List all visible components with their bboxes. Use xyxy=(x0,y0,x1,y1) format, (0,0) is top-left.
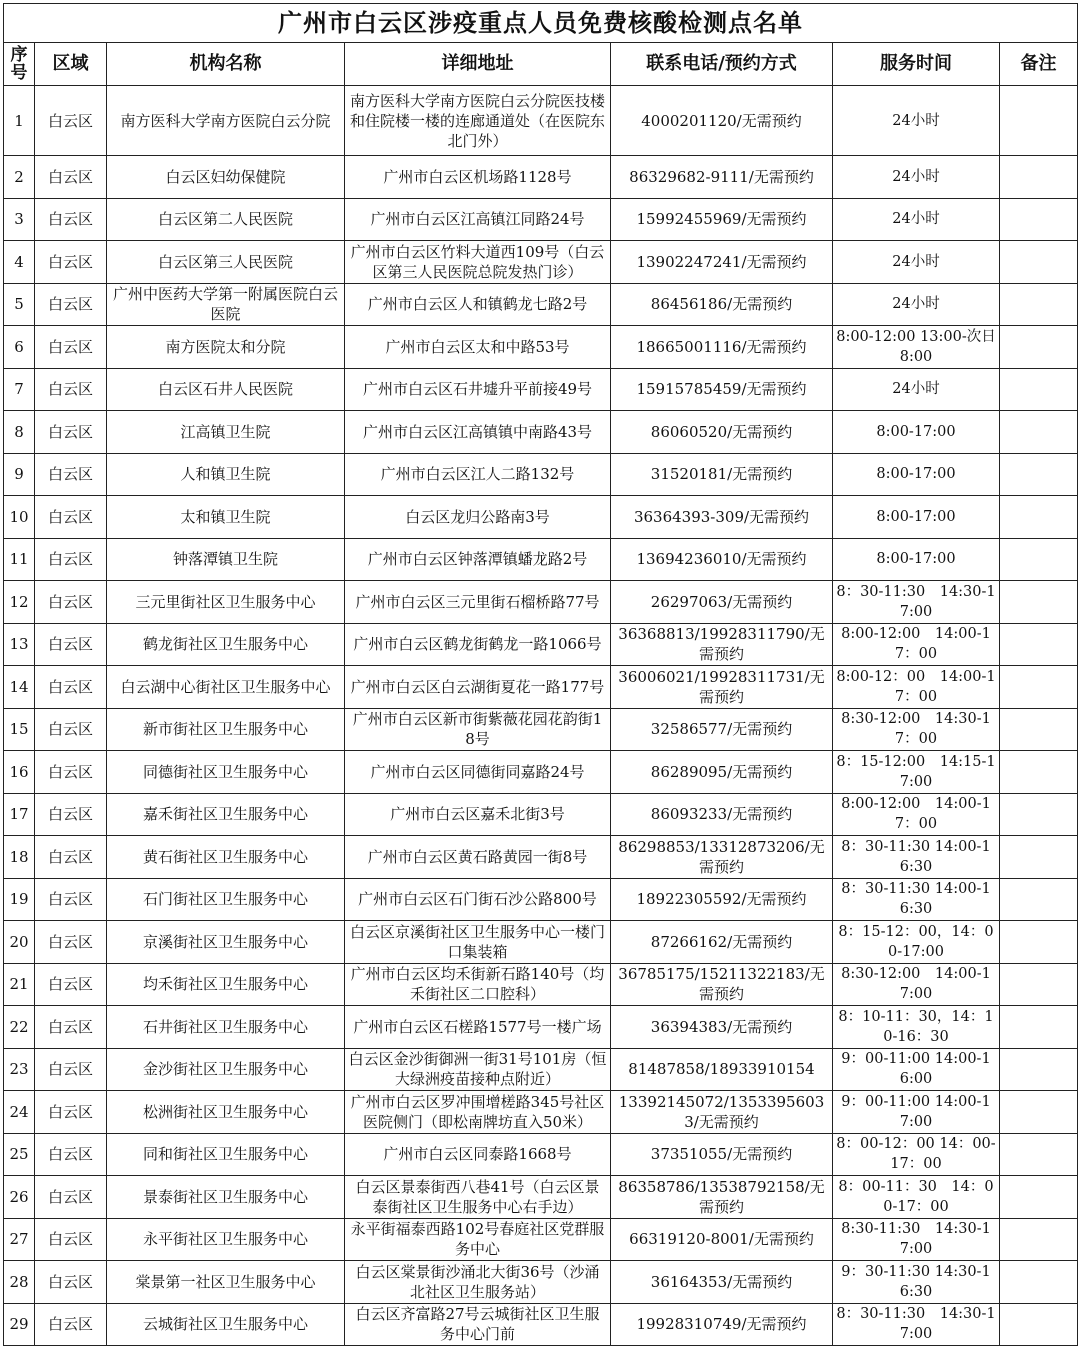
cell-address: 广州市白云区鹤龙街鹤龙一路1066号 xyxy=(345,623,611,666)
cell-name: 南方医科大学南方医院白云分院 xyxy=(107,86,345,156)
cell-contact: 36394383/无需预约 xyxy=(611,1006,833,1049)
table-row xyxy=(4,1261,1078,1304)
table-row xyxy=(4,1218,1078,1261)
cell-hours: 8：30-11:30 14:00-16:30 xyxy=(833,836,1000,879)
table-row xyxy=(4,921,1078,964)
cell-name: 白云区石井人民医院 xyxy=(107,368,345,411)
cell-address: 广州市白云区江高镇江同路24号 xyxy=(345,198,611,241)
table-body xyxy=(4,86,1078,1346)
cell-seq: 24 xyxy=(4,1091,35,1134)
cell-district: 白云区 xyxy=(35,1218,107,1261)
cell-address: 广州市白云区同德街同嘉路24号 xyxy=(345,751,611,794)
cell-address: 广州市白云区石门街石沙公路800号 xyxy=(345,878,611,921)
cell-seq: 8 xyxy=(4,411,35,454)
header-district: 区域 xyxy=(35,43,107,86)
table-row xyxy=(4,793,1078,836)
header-hours: 服务时间 xyxy=(833,43,1000,86)
table-row xyxy=(4,1176,1078,1219)
cell-name: 广州中医药大学第一附属医院白云医院 xyxy=(107,283,345,326)
table-row xyxy=(4,198,1078,241)
cell-name: 云城街社区卫生服务中心 xyxy=(107,1303,345,1346)
cell-address: 白云区龙归公路南3号 xyxy=(345,496,611,539)
cell-contact: 86358786/13538792158/无需预约 xyxy=(611,1176,833,1219)
table-row xyxy=(4,538,1078,581)
cell-contact: 86060520/无需预约 xyxy=(611,411,833,454)
cell-hours: 24小时 xyxy=(833,283,1000,326)
cell-contact: 86298853/13312873206/无需预约 xyxy=(611,836,833,879)
cell-hours: 8:00-12:00 14:00-17：00 xyxy=(833,623,1000,666)
table-row xyxy=(4,623,1078,666)
cell-address: 广州市白云区人和镇鹤龙七路2号 xyxy=(345,283,611,326)
cell-district: 白云区 xyxy=(35,453,107,496)
table-row xyxy=(4,751,1078,794)
cell-name: 新市街社区卫生服务中心 xyxy=(107,708,345,751)
cell-hours: 8:00-12:00 13:00-次日8:00 xyxy=(833,326,1000,369)
cell-district: 白云区 xyxy=(35,581,107,624)
cell-contact: 15915785459/无需预约 xyxy=(611,368,833,411)
cell-seq: 19 xyxy=(4,878,35,921)
cell-contact: 66319120-8001/无需预约 xyxy=(611,1218,833,1261)
cell-address: 白云区齐富路27号云城街社区卫生服务中心门前 xyxy=(345,1303,611,1346)
cell-contact: 36368813/19928311790/无需预约 xyxy=(611,623,833,666)
cell-address: 白云区棠景街沙涌北大街36号（沙涌北社区卫生服务站） xyxy=(345,1261,611,1304)
table-row xyxy=(4,156,1078,199)
cell-seq: 12 xyxy=(4,581,35,624)
table-row xyxy=(4,411,1078,454)
table-row xyxy=(4,1006,1078,1049)
cell-remark xyxy=(1000,86,1078,156)
cell-seq: 1 xyxy=(4,86,35,156)
cell-hours: 8:00-17:00 xyxy=(833,453,1000,496)
cell-contact: 31520181/无需预约 xyxy=(611,453,833,496)
cell-contact: 13392145072/13533956033/无需预约 xyxy=(611,1091,833,1134)
cell-contact: 86456186/无需预约 xyxy=(611,283,833,326)
cell-name: 石井街社区卫生服务中心 xyxy=(107,1006,345,1049)
table-row xyxy=(4,241,1078,284)
cell-seq: 4 xyxy=(4,241,35,284)
cell-contact: 13902247241/无需预约 xyxy=(611,241,833,284)
cell-seq: 18 xyxy=(4,836,35,879)
cell-seq: 2 xyxy=(4,156,35,199)
cell-name: 棠景第一社区卫生服务中心 xyxy=(107,1261,345,1304)
cell-name: 江高镇卫生院 xyxy=(107,411,345,454)
cell-address: 南方医科大学南方医院白云分院医技楼和住院楼一楼的连廊通道处（在医院东北门外） xyxy=(345,86,611,156)
table-row xyxy=(4,878,1078,921)
table-row xyxy=(4,368,1078,411)
cell-contact: 26297063/无需预约 xyxy=(611,581,833,624)
cell-seq: 5 xyxy=(4,283,35,326)
cell-remark xyxy=(1000,1006,1078,1049)
cell-remark xyxy=(1000,283,1078,326)
cell-hours: 8:30-11:30 14:30-17:00 xyxy=(833,1218,1000,1261)
cell-name: 松洲街社区卫生服务中心 xyxy=(107,1091,345,1134)
cell-contact: 36164353/无需预约 xyxy=(611,1261,833,1304)
table-row xyxy=(4,1133,1078,1176)
cell-hours: 8:00-12：00 14:00-17：00 xyxy=(833,666,1000,709)
cell-hours: 8：10-11：30，14：10-16：30 xyxy=(833,1006,1000,1049)
cell-hours: 8：00-11：30 14：00-17：00 xyxy=(833,1176,1000,1219)
cell-district: 白云区 xyxy=(35,1176,107,1219)
cell-hours: 24小时 xyxy=(833,241,1000,284)
cell-hours: 9：00-11:00 14:00-17:00 xyxy=(833,1091,1000,1134)
cell-seq: 28 xyxy=(4,1261,35,1304)
cell-district: 白云区 xyxy=(35,538,107,581)
cell-seq: 14 xyxy=(4,666,35,709)
cell-name: 白云区第三人民医院 xyxy=(107,241,345,284)
cell-address: 广州市白云区均禾街新石路140号（均禾街社区二口腔科） xyxy=(345,963,611,1006)
cell-remark xyxy=(1000,156,1078,199)
cell-district: 白云区 xyxy=(35,411,107,454)
cell-address: 广州市白云区江高镇镇中南路43号 xyxy=(345,411,611,454)
cell-district: 白云区 xyxy=(35,793,107,836)
cell-seq: 25 xyxy=(4,1133,35,1176)
cell-address: 广州市白云区钟落潭镇蟠龙路2号 xyxy=(345,538,611,581)
table-row xyxy=(4,708,1078,751)
cell-remark xyxy=(1000,878,1078,921)
cell-seq: 27 xyxy=(4,1218,35,1261)
cell-remark xyxy=(1000,963,1078,1006)
cell-name: 均禾街社区卫生服务中心 xyxy=(107,963,345,1006)
cell-name: 京溪街社区卫生服务中心 xyxy=(107,921,345,964)
cell-address: 广州市白云区石井墟升平前接49号 xyxy=(345,368,611,411)
cell-contact: 18922305592/无需预约 xyxy=(611,878,833,921)
cell-contact: 37351055/无需预约 xyxy=(611,1133,833,1176)
cell-name: 金沙街社区卫生服务中心 xyxy=(107,1048,345,1091)
cell-address: 广州市白云区白云湖街夏花一路177号 xyxy=(345,666,611,709)
cell-contact: 13694236010/无需预约 xyxy=(611,538,833,581)
cell-remark xyxy=(1000,241,1078,284)
cell-hours: 8:30-12:00 14:30-17：00 xyxy=(833,708,1000,751)
cell-remark xyxy=(1000,538,1078,581)
cell-remark xyxy=(1000,1176,1078,1219)
cell-address: 广州市白云区同泰路1668号 xyxy=(345,1133,611,1176)
cell-address: 白云区金沙街御洲一街31号101房（恒大绿洲疫苗接种点附近） xyxy=(345,1048,611,1091)
cell-address: 广州市白云区太和中路53号 xyxy=(345,326,611,369)
cell-name: 南方医院太和分院 xyxy=(107,326,345,369)
cell-address: 白云区京溪街社区卫生服务中心一楼门口集装箱 xyxy=(345,921,611,964)
cell-remark xyxy=(1000,198,1078,241)
cell-remark xyxy=(1000,623,1078,666)
cell-remark xyxy=(1000,666,1078,709)
cell-remark xyxy=(1000,793,1078,836)
cell-address: 广州市白云区新市街紫薇花园花韵街18号 xyxy=(345,708,611,751)
cell-contact: 86329682-9111/无需预约 xyxy=(611,156,833,199)
cell-remark xyxy=(1000,453,1078,496)
cell-contact: 36785175/15211322183/无需预约 xyxy=(611,963,833,1006)
cell-seq: 9 xyxy=(4,453,35,496)
cell-contact: 87266162/无需预约 xyxy=(611,921,833,964)
cell-district: 白云区 xyxy=(35,198,107,241)
cell-remark xyxy=(1000,411,1078,454)
cell-name: 太和镇卫生院 xyxy=(107,496,345,539)
cell-district: 白云区 xyxy=(35,241,107,284)
table-row xyxy=(4,86,1078,156)
cell-district: 白云区 xyxy=(35,156,107,199)
cell-address: 永平街福泰西路102号春庭社区党群服务中心 xyxy=(345,1218,611,1261)
cell-remark xyxy=(1000,836,1078,879)
cell-hours: 24小时 xyxy=(833,86,1000,156)
page-title: 广州市白云区涉疫重点人员免费核酸检测点名单 xyxy=(4,4,1078,43)
cell-hours: 8：15-12:00 14:15-17:00 xyxy=(833,751,1000,794)
cell-seq: 3 xyxy=(4,198,35,241)
cell-seq: 6 xyxy=(4,326,35,369)
cell-name: 人和镇卫生院 xyxy=(107,453,345,496)
cell-remark xyxy=(1000,581,1078,624)
cell-remark xyxy=(1000,921,1078,964)
cell-name: 永平街社区卫生服务中心 xyxy=(107,1218,345,1261)
cell-name: 黄石街社区卫生服务中心 xyxy=(107,836,345,879)
cell-contact: 19928310749/无需预约 xyxy=(611,1303,833,1346)
cell-hours: 24小时 xyxy=(833,156,1000,199)
cell-seq: 16 xyxy=(4,751,35,794)
cell-hours: 8:00-17:00 xyxy=(833,496,1000,539)
cell-remark xyxy=(1000,751,1078,794)
table-row xyxy=(4,581,1078,624)
cell-district: 白云区 xyxy=(35,836,107,879)
header-address: 详细地址 xyxy=(345,43,611,86)
cell-contact: 86289095/无需预约 xyxy=(611,751,833,794)
header-name: 机构名称 xyxy=(107,43,345,86)
cell-name: 白云区妇幼保健院 xyxy=(107,156,345,199)
cell-district: 白云区 xyxy=(35,1303,107,1346)
cell-district: 白云区 xyxy=(35,623,107,666)
cell-name: 景泰街社区卫生服务中心 xyxy=(107,1176,345,1219)
cell-district: 白云区 xyxy=(35,1091,107,1134)
cell-contact: 86093233/无需预约 xyxy=(611,793,833,836)
table-row xyxy=(4,283,1078,326)
table-row xyxy=(4,326,1078,369)
cell-district: 白云区 xyxy=(35,666,107,709)
cell-seq: 26 xyxy=(4,1176,35,1219)
cell-district: 白云区 xyxy=(35,368,107,411)
cell-name: 石门街社区卫生服务中心 xyxy=(107,878,345,921)
table-row xyxy=(4,496,1078,539)
cell-remark xyxy=(1000,1091,1078,1134)
cell-contact: 36006021/19928311731/无需预约 xyxy=(611,666,833,709)
cell-district: 白云区 xyxy=(35,1261,107,1304)
cell-seq: 23 xyxy=(4,1048,35,1091)
cell-hours: 8:00-17:00 xyxy=(833,538,1000,581)
cell-remark xyxy=(1000,1218,1078,1261)
cell-address: 广州市白云区三元里街石榴桥路77号 xyxy=(345,581,611,624)
cell-contact: 81487858/18933910154 xyxy=(611,1048,833,1091)
cell-remark xyxy=(1000,1303,1078,1346)
cell-district: 白云区 xyxy=(35,1006,107,1049)
cell-seq: 29 xyxy=(4,1303,35,1346)
cell-district: 白云区 xyxy=(35,963,107,1006)
cell-seq: 10 xyxy=(4,496,35,539)
table-row xyxy=(4,1048,1078,1091)
cell-seq: 7 xyxy=(4,368,35,411)
cell-address: 广州市白云区嘉禾北街3号 xyxy=(345,793,611,836)
cell-district: 白云区 xyxy=(35,326,107,369)
cell-name: 三元里街社区卫生服务中心 xyxy=(107,581,345,624)
cell-remark xyxy=(1000,1133,1078,1176)
cell-name: 同德街社区卫生服务中心 xyxy=(107,751,345,794)
testing-sites-table xyxy=(3,3,1078,1346)
table-row xyxy=(4,836,1078,879)
cell-seq: 20 xyxy=(4,921,35,964)
cell-remark xyxy=(1000,326,1078,369)
cell-district: 白云区 xyxy=(35,921,107,964)
cell-hours: 8：30-11:30 14:30-17:00 xyxy=(833,581,1000,624)
cell-hours: 8:00-17:00 xyxy=(833,411,1000,454)
cell-seq: 15 xyxy=(4,708,35,751)
cell-contact: 18665001116/无需预约 xyxy=(611,326,833,369)
cell-address: 广州市白云区江人二路132号 xyxy=(345,453,611,496)
cell-hours: 8:30-12:00 14:00-17:00 xyxy=(833,963,1000,1006)
cell-remark xyxy=(1000,708,1078,751)
cell-district: 白云区 xyxy=(35,86,107,156)
cell-address: 广州市白云区罗冲围增槎路345号社区医院侧门（即松南牌坊直入50米） xyxy=(345,1091,611,1134)
cell-address: 广州市白云区石槎路1577号一楼广场 xyxy=(345,1006,611,1049)
cell-seq: 11 xyxy=(4,538,35,581)
table-row xyxy=(4,963,1078,1006)
cell-contact: 32586577/无需预约 xyxy=(611,708,833,751)
cell-hours: 8：00-12：00 14：00-17：00 xyxy=(833,1133,1000,1176)
cell-district: 白云区 xyxy=(35,878,107,921)
cell-address: 广州市白云区黄石路黄园一街8号 xyxy=(345,836,611,879)
cell-hours: 24小时 xyxy=(833,368,1000,411)
table-row xyxy=(4,453,1078,496)
header-remark: 备注 xyxy=(1000,43,1078,86)
cell-contact: 15992455969/无需预约 xyxy=(611,198,833,241)
header-row xyxy=(4,43,1078,86)
cell-name: 白云区第二人民医院 xyxy=(107,198,345,241)
cell-seq: 17 xyxy=(4,793,35,836)
cell-district: 白云区 xyxy=(35,496,107,539)
cell-district: 白云区 xyxy=(35,283,107,326)
cell-district: 白云区 xyxy=(35,1048,107,1091)
cell-name: 白云湖中心街社区卫生服务中心 xyxy=(107,666,345,709)
cell-name: 同和街社区卫生服务中心 xyxy=(107,1133,345,1176)
cell-contact: 36364393-309/无需预约 xyxy=(611,496,833,539)
cell-seq: 21 xyxy=(4,963,35,1006)
cell-remark xyxy=(1000,1261,1078,1304)
cell-hours: 9：30-11:30 14:30-16:30 xyxy=(833,1261,1000,1304)
cell-remark xyxy=(1000,1048,1078,1091)
cell-address: 广州市白云区竹料大道西109号（白云区第三人民医院总院发热门诊） xyxy=(345,241,611,284)
cell-district: 白云区 xyxy=(35,1133,107,1176)
cell-hours: 24小时 xyxy=(833,198,1000,241)
cell-hours: 8：30-11:30 14:30-17:00 xyxy=(833,1303,1000,1346)
cell-name: 钟落潭镇卫生院 xyxy=(107,538,345,581)
table-row xyxy=(4,1091,1078,1134)
table-row xyxy=(4,666,1078,709)
header-seq: 序号 xyxy=(4,43,35,86)
cell-hours: 8：30-11:30 14:00-16:30 xyxy=(833,878,1000,921)
cell-address: 白云区景泰街西八巷41号（白云区景泰街社区卫生服务中心右手边） xyxy=(345,1176,611,1219)
cell-remark xyxy=(1000,496,1078,539)
cell-hours: 9：00-11:00 14:00-16:00 xyxy=(833,1048,1000,1091)
cell-district: 白云区 xyxy=(35,708,107,751)
cell-name: 鹤龙街社区卫生服务中心 xyxy=(107,623,345,666)
cell-name: 嘉禾街社区卫生服务中心 xyxy=(107,793,345,836)
header-contact: 联系电话/预约方式 xyxy=(611,43,833,86)
cell-contact: 4000201120/无需预约 xyxy=(611,86,833,156)
cell-hours: 8：15-12：00，14：00-17:00 xyxy=(833,921,1000,964)
table-row xyxy=(4,1303,1078,1346)
cell-address: 广州市白云区机场路1128号 xyxy=(345,156,611,199)
cell-hours: 8:00-12:00 14:00-17：00 xyxy=(833,793,1000,836)
cell-seq: 13 xyxy=(4,623,35,666)
cell-seq: 22 xyxy=(4,1006,35,1049)
cell-district: 白云区 xyxy=(35,751,107,794)
cell-remark xyxy=(1000,368,1078,411)
